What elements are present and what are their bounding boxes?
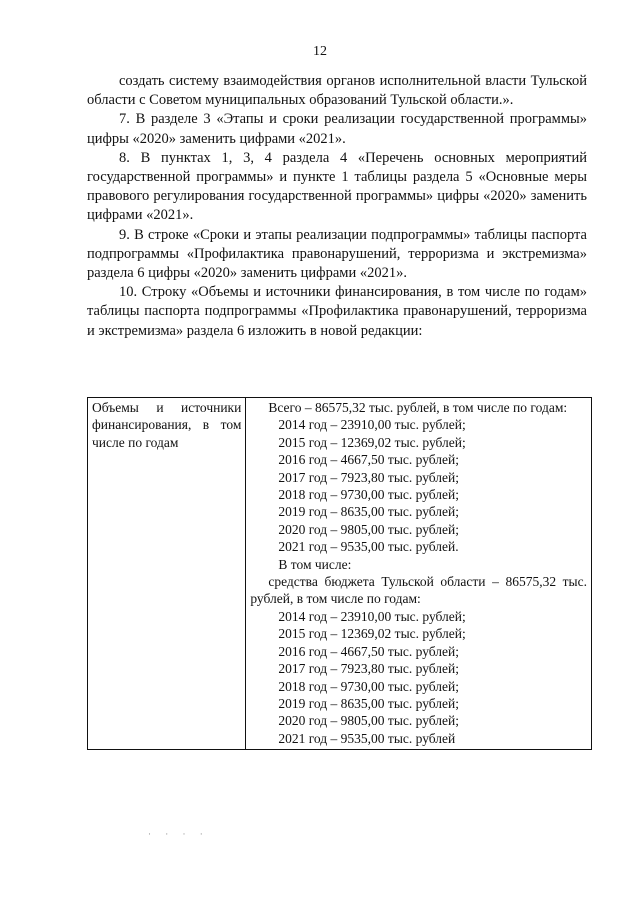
year-total-line: 2020 год – 9805,00 тыс. рублей; <box>278 521 460 537</box>
year-total-line: 2018 год – 9730,00 тыс. рублей; <box>278 487 460 503</box>
paragraph-item-7: 7. В разделе 3 «Этапы и сроки реализации государственной программы» цифры «2020» заменить цифрами «2021». <box>87 111 587 147</box>
financing-table <box>87 397 592 750</box>
year-regional-line: 2014 год – 23910,00 тыс. рублей; <box>278 608 466 624</box>
year-regional-line: 2019 год – 8635,00 тыс. рублей; <box>278 695 460 711</box>
document-body <box>87 72 587 341</box>
year-total-line: 2014 год – 23910,00 тыс. рублей; <box>278 417 466 433</box>
year-total-line: 2017 год – 7923,80 тыс. рублей; <box>278 469 460 485</box>
year-total-line: 2019 год – 8635,00 тыс. рублей; <box>278 504 460 520</box>
year-regional-line: 2020 год – 9805,00 тыс. рублей; <box>278 713 460 729</box>
financing-values-cell <box>246 398 592 750</box>
page-number: 12 <box>313 44 327 59</box>
paragraph-item-9: 9. В строке «Сроки и этапы реализации подпрограммы» таблицы паспорта подпрограммы «Профилактика правонарушений, терроризма и экстремизма» раздела 6 цифры «2020» заменить цифрами «2021». <box>87 226 587 282</box>
year-regional-line: 2015 год – 12369,02 тыс. рублей; <box>278 626 466 642</box>
regional-budget-amount: средства бюджета Тульской области – 86575,32 тыс. рублей, в том числе по годам: <box>250 574 587 607</box>
year-regional-line: 2018 год – 9730,00 тыс. рублей; <box>278 678 460 694</box>
paragraph-item-8: 8. В пунктах 1, 3, 4 раздела 4 «Перечень основных мероприятий государственной программы» и пункте 1 таблицы раздела 5 «Основные меры правового регулирования государственной программы» цифры «2020» заменить цифрами «2021». <box>87 149 587 224</box>
year-regional-line: 2021 год – 9535,00 тыс. рублей <box>278 730 456 746</box>
including-label: В том числе: <box>278 556 352 572</box>
year-regional-line: 2017 год – 7923,80 тыс. рублей; <box>278 661 460 677</box>
year-total-line: 2015 год – 12369,02 тыс. рублей; <box>278 434 466 450</box>
paragraph-item-10: 10. Строку «Объемы и источники финансирования, в том числе по годам» таблицы паспорта подпрограммы «Профилактика правонарушений, терроризма и экстремизма» раздела 6 изложить в новой редакции: <box>87 284 587 339</box>
year-regional-line: 2016 год – 4667,50 тыс. рублей; <box>278 643 460 659</box>
paragraph-continuation: создать систему взаимодействия органов исполнительной власти Тульской области с Советом муниципальных образований Тульской области.». <box>87 73 587 109</box>
scan-artifact-dots: · · · · <box>148 829 209 839</box>
financing-label-cell: Объемы и источники финансирования, в том числе по годам <box>88 398 246 750</box>
year-total-line: 2016 год – 4667,50 тыс. рублей; <box>278 452 460 468</box>
year-total-line: 2021 год – 9535,00 тыс. рублей. <box>278 539 459 555</box>
total-amount: Всего – 86575,32 тыс. рублей, в том числе по годам: <box>268 400 568 415</box>
table-row <box>88 398 592 750</box>
